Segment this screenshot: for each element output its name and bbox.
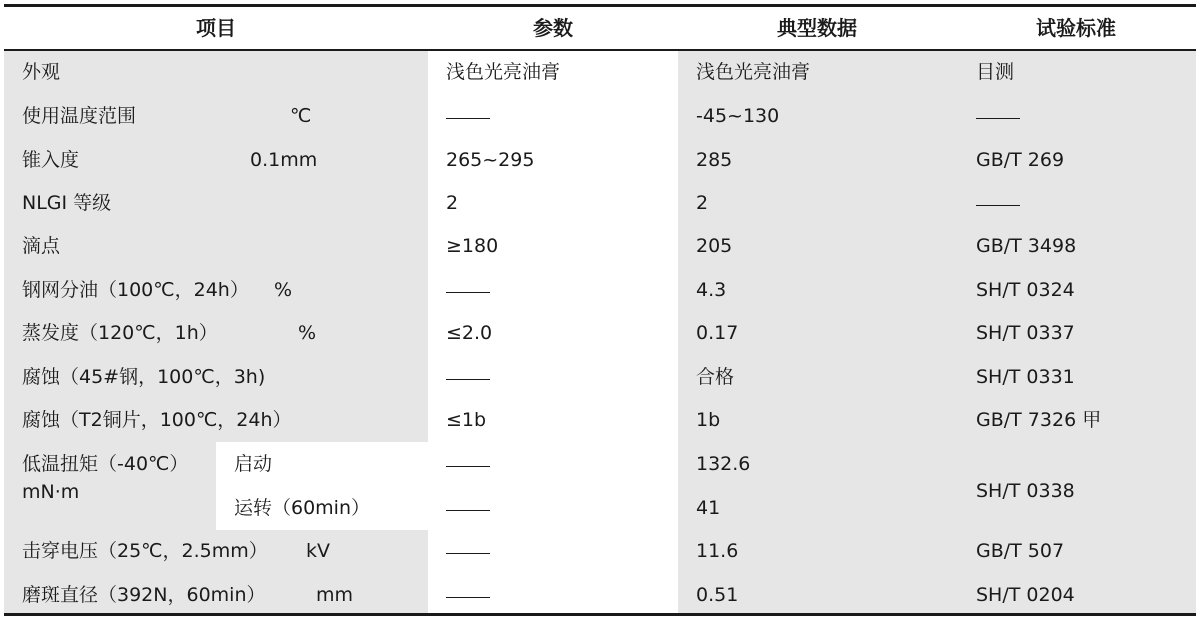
row-param: ≤2.0 <box>446 322 493 344</box>
torque-standard: SH/T 0338 <box>976 480 1075 502</box>
table-bottom-rule <box>4 613 1196 616</box>
row-standard: GB/T 7326 甲 <box>976 409 1102 431</box>
row-item: 蒸发度（120℃，1h） <box>22 322 218 344</box>
row-param: 浅色光亮油膏 <box>446 61 561 83</box>
row-param: 2 <box>446 192 459 214</box>
dash-param <box>446 379 490 380</box>
torque-typical-run: 41 <box>696 497 721 519</box>
row-param: ≤1b <box>446 409 487 431</box>
dash-param <box>446 553 490 554</box>
row-unit: kV <box>306 540 331 562</box>
dash-param <box>446 466 490 467</box>
row-param: ≥180 <box>446 235 499 257</box>
row-item: 锥入度 <box>22 149 80 171</box>
row-unit: % <box>298 322 317 344</box>
row-unit: 0.1mm <box>250 149 318 171</box>
row-unit: mm <box>316 584 354 606</box>
row-unit: ℃ <box>290 105 312 127</box>
dash-param <box>446 118 490 119</box>
row-standard: GB/T 3498 <box>976 235 1077 257</box>
torque-item: 低温扭矩（-40℃） <box>22 453 189 475</box>
row-typical: 合格 <box>696 366 735 388</box>
row-typical: 285 <box>696 149 733 171</box>
torque-unit: mN·m <box>22 481 80 503</box>
torque-typical-start: 132.6 <box>696 453 751 475</box>
table-header-rule <box>4 49 1196 51</box>
row-item: 腐蚀（45#钢，100℃，3h) <box>22 366 266 388</box>
row-typical: -45~130 <box>696 105 780 127</box>
row-standard: GB/T 507 <box>976 540 1065 562</box>
row-standard: SH/T 0204 <box>976 584 1075 606</box>
row-standard: SH/T 0337 <box>976 322 1075 344</box>
row-standard: GB/T 269 <box>976 149 1065 171</box>
dash-standard <box>976 118 1020 119</box>
row-item: NLGI 等级 <box>22 192 112 214</box>
row-param: 265~295 <box>446 149 535 171</box>
dash-param <box>446 292 490 293</box>
row-standard: 目测 <box>976 61 1015 83</box>
row-item: 腐蚀（T2铜片，100℃，24h） <box>22 409 292 431</box>
row-item: 使用温度范围 <box>22 105 137 127</box>
header-standard: 试验标准 <box>1036 16 1116 40</box>
row-unit: % <box>274 279 293 301</box>
row-typical: 11.6 <box>696 540 739 562</box>
row-typical: 4.3 <box>696 279 727 301</box>
row-item: 外观 <box>22 61 61 83</box>
header-item: 项目 <box>196 16 236 40</box>
row-typical: 205 <box>696 235 733 257</box>
dash-param <box>446 510 490 511</box>
header-typical: 典型数据 <box>777 16 857 40</box>
row-item: 击穿电压（25℃，2.5mm） <box>22 540 268 562</box>
row-item: 磨斑直径（392N，60min） <box>22 584 266 606</box>
torque-sub-label-start: 启动 <box>234 453 273 475</box>
row-standard: SH/T 0324 <box>976 279 1075 301</box>
row-item: 滴点 <box>22 235 61 257</box>
row-typical: 1b <box>696 409 721 431</box>
header-param: 参数 <box>533 16 573 40</box>
row-typical: 浅色光亮油膏 <box>696 61 811 83</box>
row-typical: 0.51 <box>696 584 739 606</box>
dash-standard <box>976 205 1020 206</box>
row-typical: 2 <box>696 192 709 214</box>
row-standard: SH/T 0331 <box>976 366 1075 388</box>
dash-param <box>446 597 490 598</box>
row-item: 钢网分油（100℃，24h） <box>22 279 249 301</box>
torque-sub-label-run: 运转（60min） <box>234 497 371 519</box>
row-typical: 0.17 <box>696 322 739 344</box>
spec-table <box>4 4 1196 616</box>
